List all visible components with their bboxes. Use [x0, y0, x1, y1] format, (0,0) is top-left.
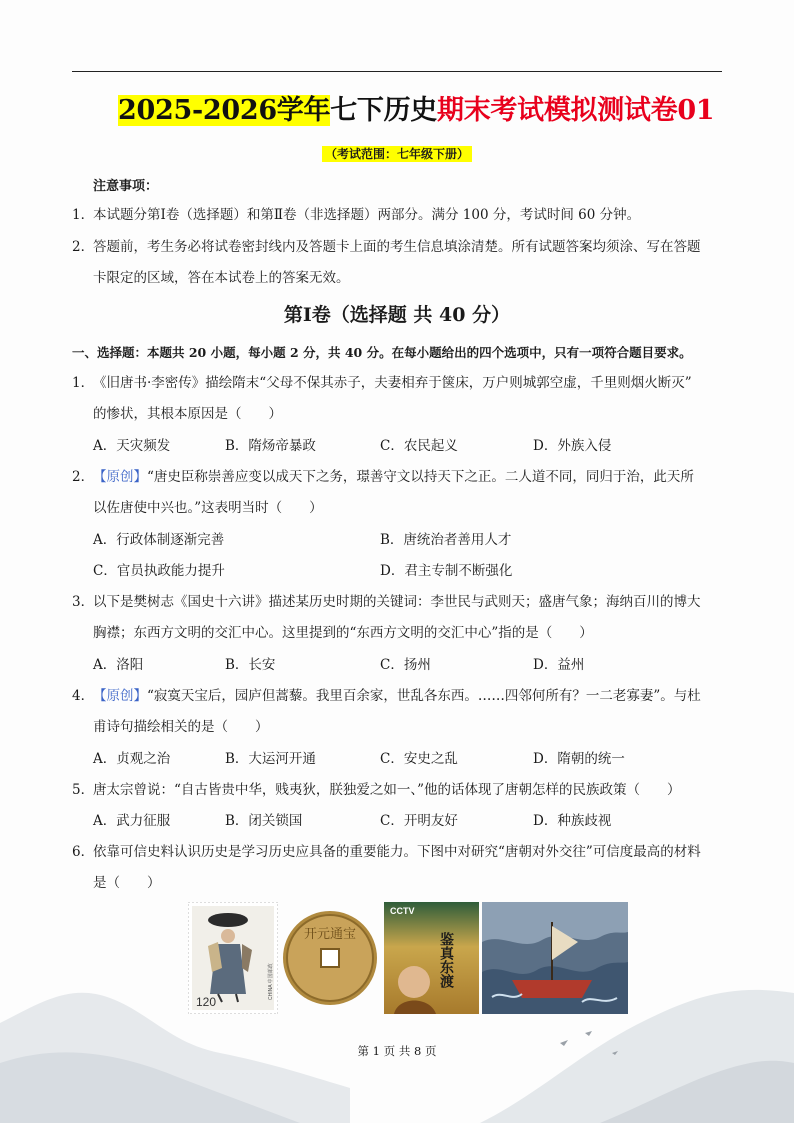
stamp-value: 120: [196, 995, 217, 1009]
notice-heading: 注意事项：: [93, 179, 159, 194]
question-4-option-d[interactable]: D．隋朝的统一: [533, 751, 625, 767]
title-exam-name: 期末考试模拟测试卷01: [437, 95, 715, 126]
question-5-option-a[interactable]: A．武力征服: [93, 813, 171, 829]
question-6-number: 6．: [72, 844, 95, 860]
question-2-option-a[interactable]: A．行政体制逐渐完善: [93, 532, 225, 548]
question-1-option-d[interactable]: D．外族入侵: [533, 438, 612, 454]
question-4-option-b[interactable]: B．大运河开通: [225, 751, 316, 767]
original-tag: 【原创】: [93, 469, 147, 485]
stamp-country: CHINA 中国邮政: [268, 963, 274, 1000]
header-rule: [72, 71, 722, 72]
question-1-option-b[interactable]: B．隋炀帝暴政: [225, 438, 316, 454]
page-footer: 第 1 页 共 8 页: [357, 1044, 437, 1058]
question-5-option-c[interactable]: C．开明友好: [380, 813, 458, 829]
title-year: 2025-2026学年: [118, 95, 331, 126]
question-2-option-b[interactable]: B．唐统治者善用人才: [380, 532, 512, 548]
notice-line-1: 本试题分第Ⅰ卷（选择题）和第Ⅱ卷（非选择题）两部分。满分 100 分，考试时间 60 分钟。: [93, 207, 641, 223]
original-tag: 【原创】: [93, 688, 147, 704]
notice-num-2: 2．: [72, 239, 95, 255]
question-4-number: 4．: [72, 688, 95, 704]
question-4-option-a[interactable]: A．贞观之治: [93, 751, 171, 767]
question-3-option-d[interactable]: D．益州: [533, 657, 585, 673]
question-1-line-1: 《旧唐书·李密传》描绘隋末“父母不保其赤子，夫妻相弃于箧床，万户则城郭空虚，千里则烟火断灭”: [93, 375, 692, 391]
poster-figure: [384, 902, 479, 1014]
question-3-option-a[interactable]: A．洛阳: [93, 657, 144, 673]
question-2-line-2: 以佐唐使中兴也。”这表明当时（ ）: [93, 500, 323, 516]
question-4-option-c[interactable]: C．安史之乱: [380, 751, 458, 767]
notice-line-2a: 答题前，考生务必将试卷密封线内及答题卡上面的考生信息填涂清楚。所有试题答案均须涂、写在答题: [93, 239, 701, 255]
question-2-option-c[interactable]: C．官员执政能力提升: [93, 563, 225, 579]
exam-scope: （考试范围：七年级下册）: [0, 145, 794, 162]
question-5-option-b[interactable]: B．闭关锁国: [225, 813, 303, 829]
question-2-number: 2．: [72, 469, 95, 485]
section-instruction: 一、选择题：本题共 20 小题，每小题 2 分，共 40 分。在每小题给出的四个选项中，只有一项符合题目要求。: [72, 345, 692, 360]
question-3-line-1: 以下是樊树志《国史十六讲》描述某历史时期的关键词：李世民与武则天；盛唐气象；海纳百川的博大: [93, 594, 701, 610]
question-5-option-d[interactable]: D．种族歧视: [533, 813, 612, 829]
question-3-line-2: 胸襟；东西方文明的交汇中心。这里提到的“东西方文明的交汇中心”指的是（ ）: [93, 625, 593, 641]
question-6-line-1: 依靠可信史料认识历史是学习历史应具备的重要能力。下图中对研究“唐朝对外交往”可信度最高的材料: [93, 844, 701, 860]
question-4-line-1: 【原创】“寂寞天宝后，园庐但蒿藜。我里百余家，世乱各东西。……四邻何所有？一二老寡妻”。与杜: [93, 688, 701, 704]
question-6-line-2: 是（ ）: [93, 875, 161, 891]
question-5-number: 5．: [72, 782, 95, 798]
question-3-number: 3．: [72, 594, 95, 610]
notice-line-2b: 卡限定的区域，答在本试卷上的答案无效。: [93, 270, 350, 286]
question-2-line-1: 【原创】“唐史臣称崇善应变以成天下之务，璟善守文以持天下之正。二人道不同，同归于治，此天所: [93, 469, 694, 485]
question-1-option-a[interactable]: A．天灾频发: [93, 438, 171, 454]
stamp-monk-figure: [188, 902, 278, 1014]
coin-figure: [280, 902, 380, 1014]
poster-channel: CCTV: [390, 906, 415, 916]
notice-num-1: 1．: [72, 207, 95, 223]
question-3-option-b[interactable]: B．长安: [225, 657, 276, 673]
question-4-line-2: 甫诗句描绘相关的是（ ）: [93, 719, 269, 735]
question-2-option-d[interactable]: D．君主专制不断强化: [380, 563, 513, 579]
poster-title: 鉴真东渡: [438, 932, 454, 988]
question-3-option-c[interactable]: C．扬州: [380, 657, 431, 673]
coin-text: 开元通宝: [303, 927, 357, 942]
title-subject: 七下历史: [330, 95, 438, 126]
question-1-line-2: 的惨状，其根本原因是（ ）: [93, 406, 282, 422]
ship-painting-figure: [482, 902, 628, 1014]
question-1-option-c[interactable]: C．农民起义: [380, 438, 458, 454]
question-1-number: 1．: [72, 375, 95, 391]
section-title: 第Ⅰ卷（选择题 共 40 分）: [283, 304, 511, 326]
exam-title: [118, 93, 738, 129]
question-5-line-1: 唐太宗曾说：“自古皆贵中华，贱夷狄，朕独爱之如一、”他的话体现了唐朝怎样的民族政策（ ）: [93, 782, 681, 798]
